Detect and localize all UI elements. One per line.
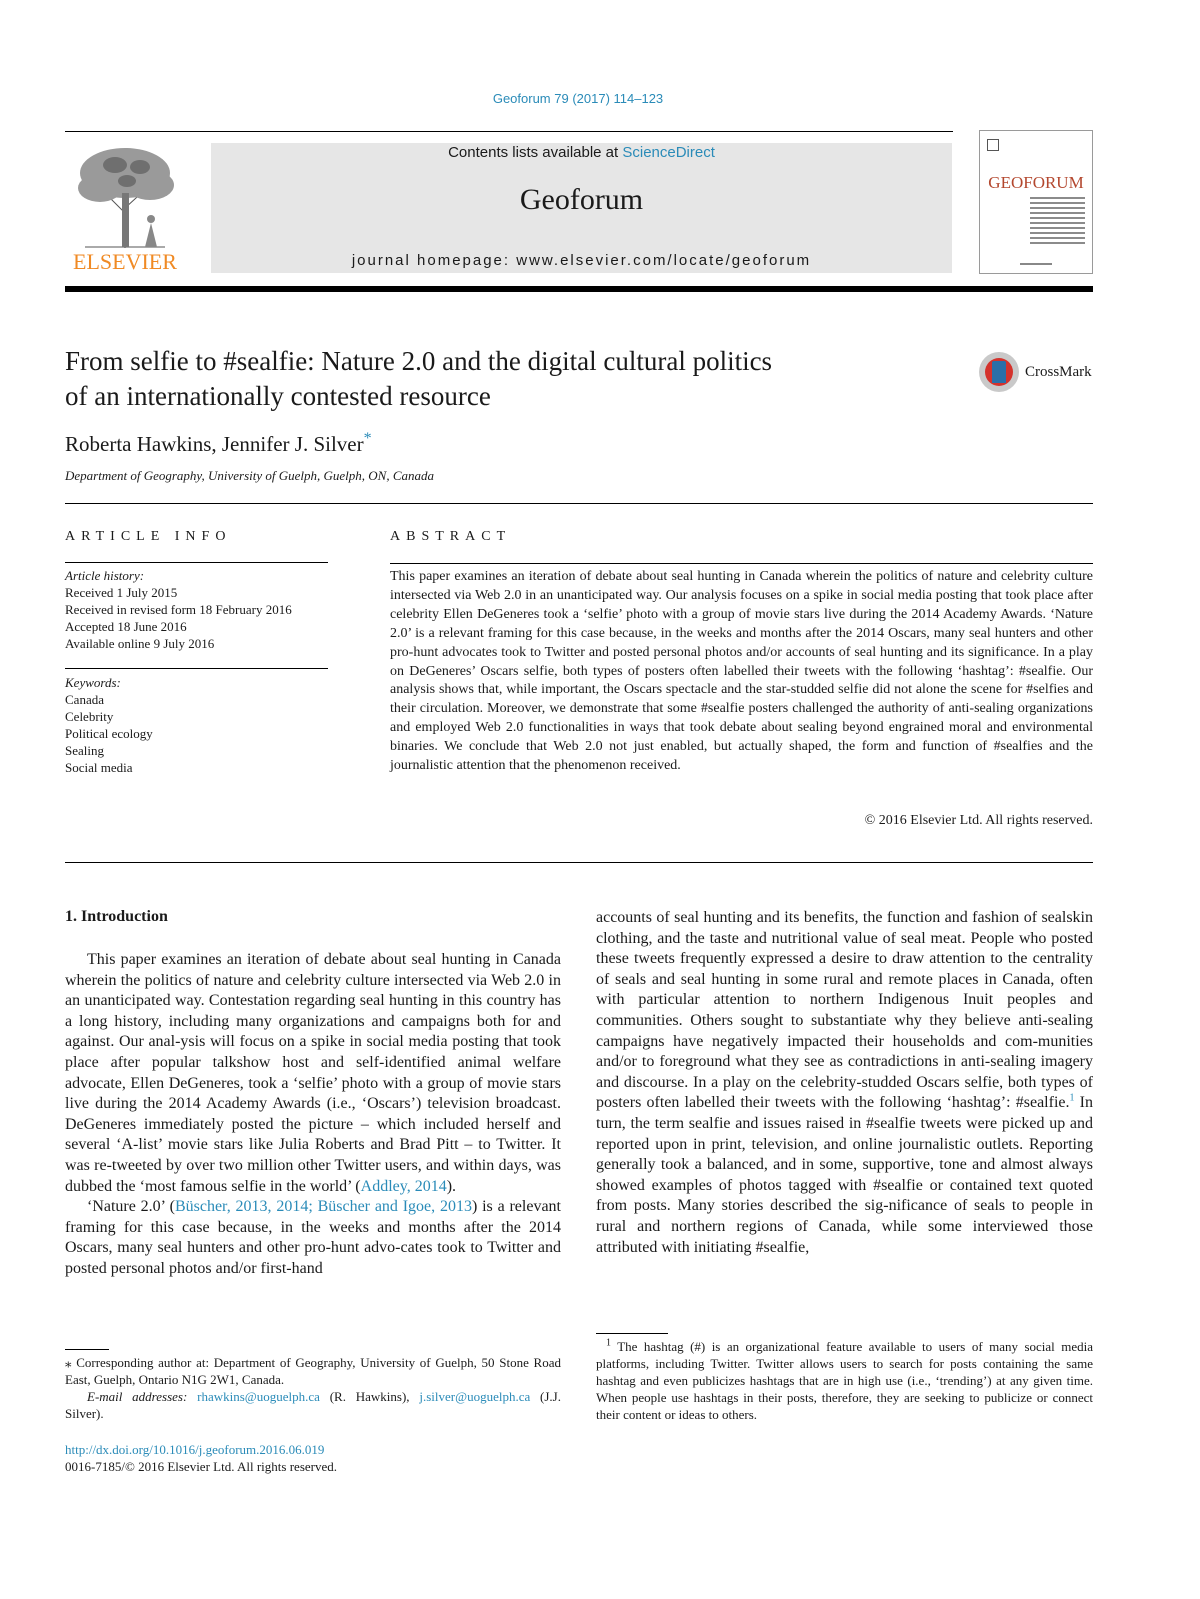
footnote-1: $^1$ The hashtag (#) is an organizational feature available to users of many social media platforms, including Twitter. Twitter allows users to search for posts containing the same hashtag and even publicizes hashtags that are in high use (i.e., ‘trending’) at any given time. When people use hashtags in their posts, therefore, they are seeking to publicize or connect their content or ideas to others. bbox=[596, 1337, 1093, 1422]
affiliation: Department of Geography, University of Guelph, Guelph, ON, Canada bbox=[65, 468, 435, 483]
cover-title: GEOFORUM bbox=[988, 173, 1084, 192]
history-label: Article history: bbox=[65, 568, 145, 583]
journal-name: Geoforum bbox=[519, 183, 644, 216]
elsevier-tree-icon bbox=[65, 143, 185, 251]
footnote-ref[interactable]: 1 bbox=[1069, 1093, 1075, 1105]
contents-prefix: Contents lists available at bbox=[448, 144, 623, 161]
elsevier-logo bbox=[65, 143, 185, 275]
corresponding-address: ⁎ Corresponding author at: Department of Geography, University of Guelph, 50 Stone Road East, Guelph, Ontario N1G 2W1, Canada. bbox=[65, 1355, 561, 1387]
history-received: Received 1 July 2015 bbox=[65, 585, 178, 600]
keyword: Political ecology bbox=[65, 726, 153, 741]
footnote-rule-left bbox=[65, 1349, 109, 1350]
title-line-2: of an internationally contested resource bbox=[65, 381, 491, 411]
keyword: Celebrity bbox=[65, 709, 114, 724]
history-online: Available online 9 July 2016 bbox=[65, 636, 215, 651]
journal-banner bbox=[211, 143, 952, 273]
corresponding-author-mark[interactable]: * bbox=[363, 430, 372, 447]
email-line: E-mail addresses: rhawkins@uoguelph.ca (R. Hawkins), j.silver@uoguelph.ca (J.J. Silver). bbox=[65, 1389, 561, 1421]
issn-line: 0016-7185/© 2016 Elsevier Ltd. All rights reserved. bbox=[65, 1459, 337, 1474]
keywords bbox=[65, 674, 335, 776]
section-heading-introduction: 1. Introduction bbox=[65, 908, 168, 925]
journal-homepage[interactable]: journal homepage: www.elsevier.com/locate/geoforum bbox=[351, 252, 812, 269]
article-history bbox=[65, 567, 335, 652]
history-revised: Received in revised form 18 February 2016 bbox=[65, 602, 292, 617]
footnote-mark: 1 bbox=[606, 1337, 611, 1349]
abstract-heading: ABSTRACT bbox=[390, 529, 512, 544]
masthead-top-rule bbox=[65, 131, 953, 132]
paragraph: ‘Nature 2.0’ (Büscher, 2013, 2014; Büscher and Igoe, 2013) is a relevant framing for this case because, in the weeks and months after the 2014 Oscars, many seal hunters and other pro-hunt advo-cates took to Twitter and posted personal photos and/or first-hand bbox=[65, 1198, 562, 1277]
masthead-bottom-rule bbox=[65, 286, 1093, 292]
keywords-rule bbox=[65, 668, 328, 669]
cover-logo-icon bbox=[987, 139, 999, 151]
doi-link[interactable]: http://dx.doi.org/10.1016/j.geoforum.2016.06.019 bbox=[65, 1442, 325, 1457]
article-title bbox=[65, 344, 945, 414]
publisher-name: ELSEVIER bbox=[73, 249, 177, 274]
history-accepted: Accepted 18 June 2016 bbox=[65, 619, 187, 634]
abstract-text: This paper examines an iteration of debate about seal hunting in Canada wherein the politics of nature and celebrity culture intersected via Web 2.0 in an unanticipated way. Our analysis focuses on a spike in social media posting that took place after celebrity Ellen DeGeneres took a ‘selfie’ photo with a group of movie stars live during the 2014 Academy Awards. ‘Nature 2.0’ is a relevant framing for this case because, in the weeks and months after the 2014 Oscars, many seal hunters and other pro-hunt advocates took to Twitter and posted personal photos and/or accounts of seal hunting and its significance. In a play on DeGeneres’ Oscars selfie, both types of posters often labelled their tweets with the following ‘hashtag’: #sealfie. Our analysis shows that, while important, the Oscars spectacle and the star-studded selfie did not alone the scene for #selfies and their circulation. Moreover, we demonstrate that some #sealfie posters challenged the authority of anti-sealing organizations and employed Web 2.0 functionalities in ways that took debate about sealing beyond engrained moral and environmental binaries. We conclude that Web 2.0 not just enabled, but actually shaped, the form and function of #sealfies and the journalistic attention that the phenomenon received. bbox=[390, 569, 1093, 774]
citation-link[interactable]: Büscher, 2013, 2014; Büscher and Igoe, 2013 bbox=[174, 1198, 472, 1216]
article-info-rule bbox=[65, 562, 328, 563]
abstract-copyright: © 2016 Elsevier Ltd. All rights reserved. bbox=[864, 813, 1093, 828]
footnote-rule-right bbox=[596, 1333, 668, 1334]
title-divider bbox=[65, 503, 1093, 504]
title-line-1: From selfie to #sealfie: Nature 2.0 and the digital cultural politics bbox=[65, 346, 773, 376]
email-link[interactable]: j.silver@uoguelph.ca bbox=[419, 1389, 531, 1404]
crossmark-button[interactable] bbox=[979, 352, 1109, 396]
keyword: Social media bbox=[65, 760, 133, 775]
paragraph: accounts of seal hunting and its benefits, the function and fashion of sealskin clothing, and the taste and nutritional value of seal meat. People who posted these tweets frequently expressed a desire to draw attention to the centrality of seals and seal hunting in some rural and remote places in Canada, often with particular attention to northern Indigenous Inuit peoples and communities. Others sought to substantiate why they believe anti-sealing campaigns have negatively impacted their households and com-munities and/or to foreground what they see as contradictions in anti-sealing imagery and discourse. In a play on the celebrity-studded Oscars selfie, both types of posters often labelled their tweets with the following ‘hashtag’: #sealfie.$^1$ In turn, the term sealfie and issues raised in #sealfie tweets were picked up and reported upon in print, television, and online journalistic outlets. Reporting generally took a balanced, and in some, supportive, tone and almost always showed examples of photos tagged with #sealfie or contained text quoted from posts. Many stories described the sig-nificance of seals to people in rural and northern regions of Canada, while some interviewed those attributed with initiating #sealfie, bbox=[596, 909, 1093, 1256]
doi-block bbox=[65, 1441, 337, 1475]
corresponding-author-footnote bbox=[65, 1354, 561, 1422]
cover-footer-line bbox=[1020, 263, 1052, 265]
journal-cover-thumbnail bbox=[979, 130, 1093, 274]
abstract-rule bbox=[390, 563, 1093, 564]
contents-line bbox=[211, 144, 952, 161]
abstract-divider bbox=[65, 862, 1093, 863]
citation-link[interactable]: Addley, 2014 bbox=[360, 1177, 447, 1195]
cover-editor-lines bbox=[1030, 197, 1085, 247]
keyword: Sealing bbox=[65, 743, 104, 758]
email-link[interactable]: rhawkins@uoguelph.ca bbox=[197, 1389, 320, 1404]
keywords-label: Keywords: bbox=[65, 675, 121, 690]
body-left-column bbox=[65, 950, 561, 1280]
paragraph: This paper examines an iteration of debate about seal hunting in Canada wherein the politics of nature and celebrity culture intersected via Web 2.0 in an unanticipated way. Contestation regarding seal hunting in this country has a long history, including many organizations and campaigns both for and against. Our anal-ysis will focus on a spike in social media posting that took place after popular talkshow host and self-identified animal welfare advocate, Ellen DeGeneres, took a ‘selfie’ photo with a group of movie stars live during the 2014 Academy Awards (i.e., ‘Oscars’) television broadcast. DeGeneres immediately posted the picture – which included herself and several ‘A-list’ movie stars like Julia Roberts and Brad Pitt – to Twitter. It was re-tweeted by over two million other Twitter users, and within days, was dubbed the ‘most famous selfie in the world’ (Addley, 2014). bbox=[65, 951, 561, 1195]
keyword: Canada bbox=[65, 692, 104, 707]
sciencedirect-link[interactable]: ScienceDirect bbox=[622, 144, 715, 161]
journal-citation[interactable]: Geoforum 79 (2017) 114–123 bbox=[492, 91, 664, 106]
authors: Roberta Hawkins, Jennifer J. Silver bbox=[65, 432, 364, 456]
author-list bbox=[65, 430, 372, 457]
body-right-column bbox=[596, 908, 1093, 1258]
article-info-heading: ARTICLE INFO bbox=[65, 529, 232, 544]
crossmark-label: CrossMark bbox=[1025, 364, 1092, 380]
crossmark-icon bbox=[979, 352, 1019, 392]
